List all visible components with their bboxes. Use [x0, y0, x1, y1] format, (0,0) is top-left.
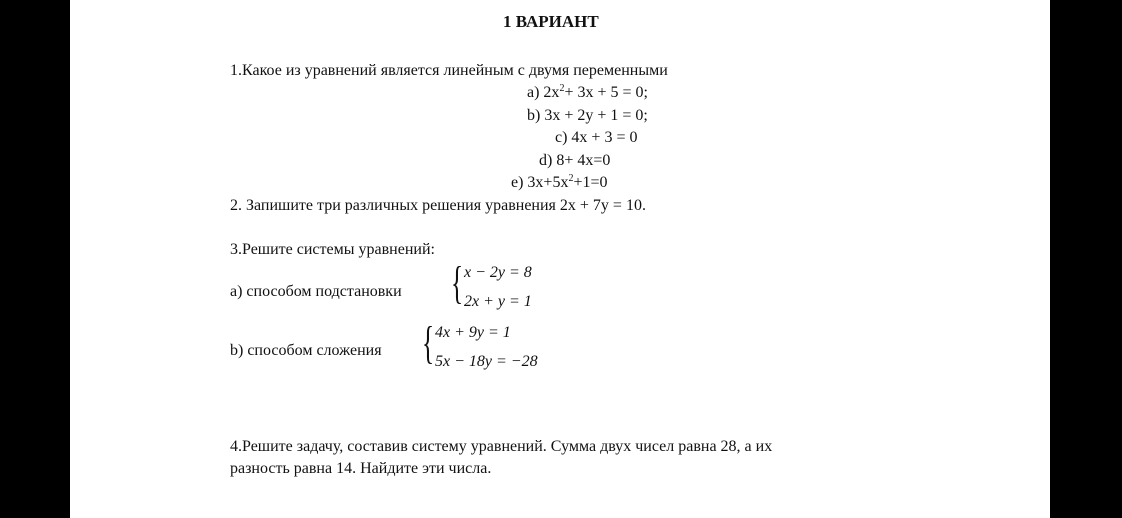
option-e: e) $3x+5x^2+1=0$ [511, 173, 608, 191]
system-b-eq2: 5x − 18y = −28 [435, 353, 538, 370]
system-a-eq2: 2x + y = 1 [464, 293, 532, 310]
option-d: d) 8+ 4x=0 [539, 152, 611, 169]
system-a-eq1: x − 2y = 8 [464, 264, 532, 281]
question-4-line-2: разность равна 14. Найдите эти числа. [230, 460, 492, 477]
system-b-label: b) способом сложения [230, 342, 382, 359]
system-a-label: a) способом подстановки [230, 283, 402, 300]
variant-title: 1 ВАРИАНТ [503, 12, 599, 31]
question-2: 2. Запишите три различных решения уравнения 2x + 7y = 10. [230, 197, 646, 214]
system-b-eq1: 4x + 9y = 1 [435, 324, 511, 341]
question-1: 1.Какое из уравнений является линейным с двумя переменными [230, 62, 668, 79]
document-page [70, 0, 1050, 518]
system-a-brace: { [451, 257, 464, 308]
option-c: c) 4x + 3 = 0 [555, 129, 638, 146]
question-4-line-1: 4.Решите задачу, составив систему уравнений. Сумма двух чисел равна 28, а их [230, 438, 773, 455]
option-a: a) $2x^2+ 3x + 5 = 0$; [527, 83, 648, 101]
option-b: b) 3x + 2y + 1 = 0; [527, 107, 648, 124]
system-b-brace: { [422, 317, 435, 368]
question-3: 3.Решите системы уравнений: [230, 241, 435, 258]
